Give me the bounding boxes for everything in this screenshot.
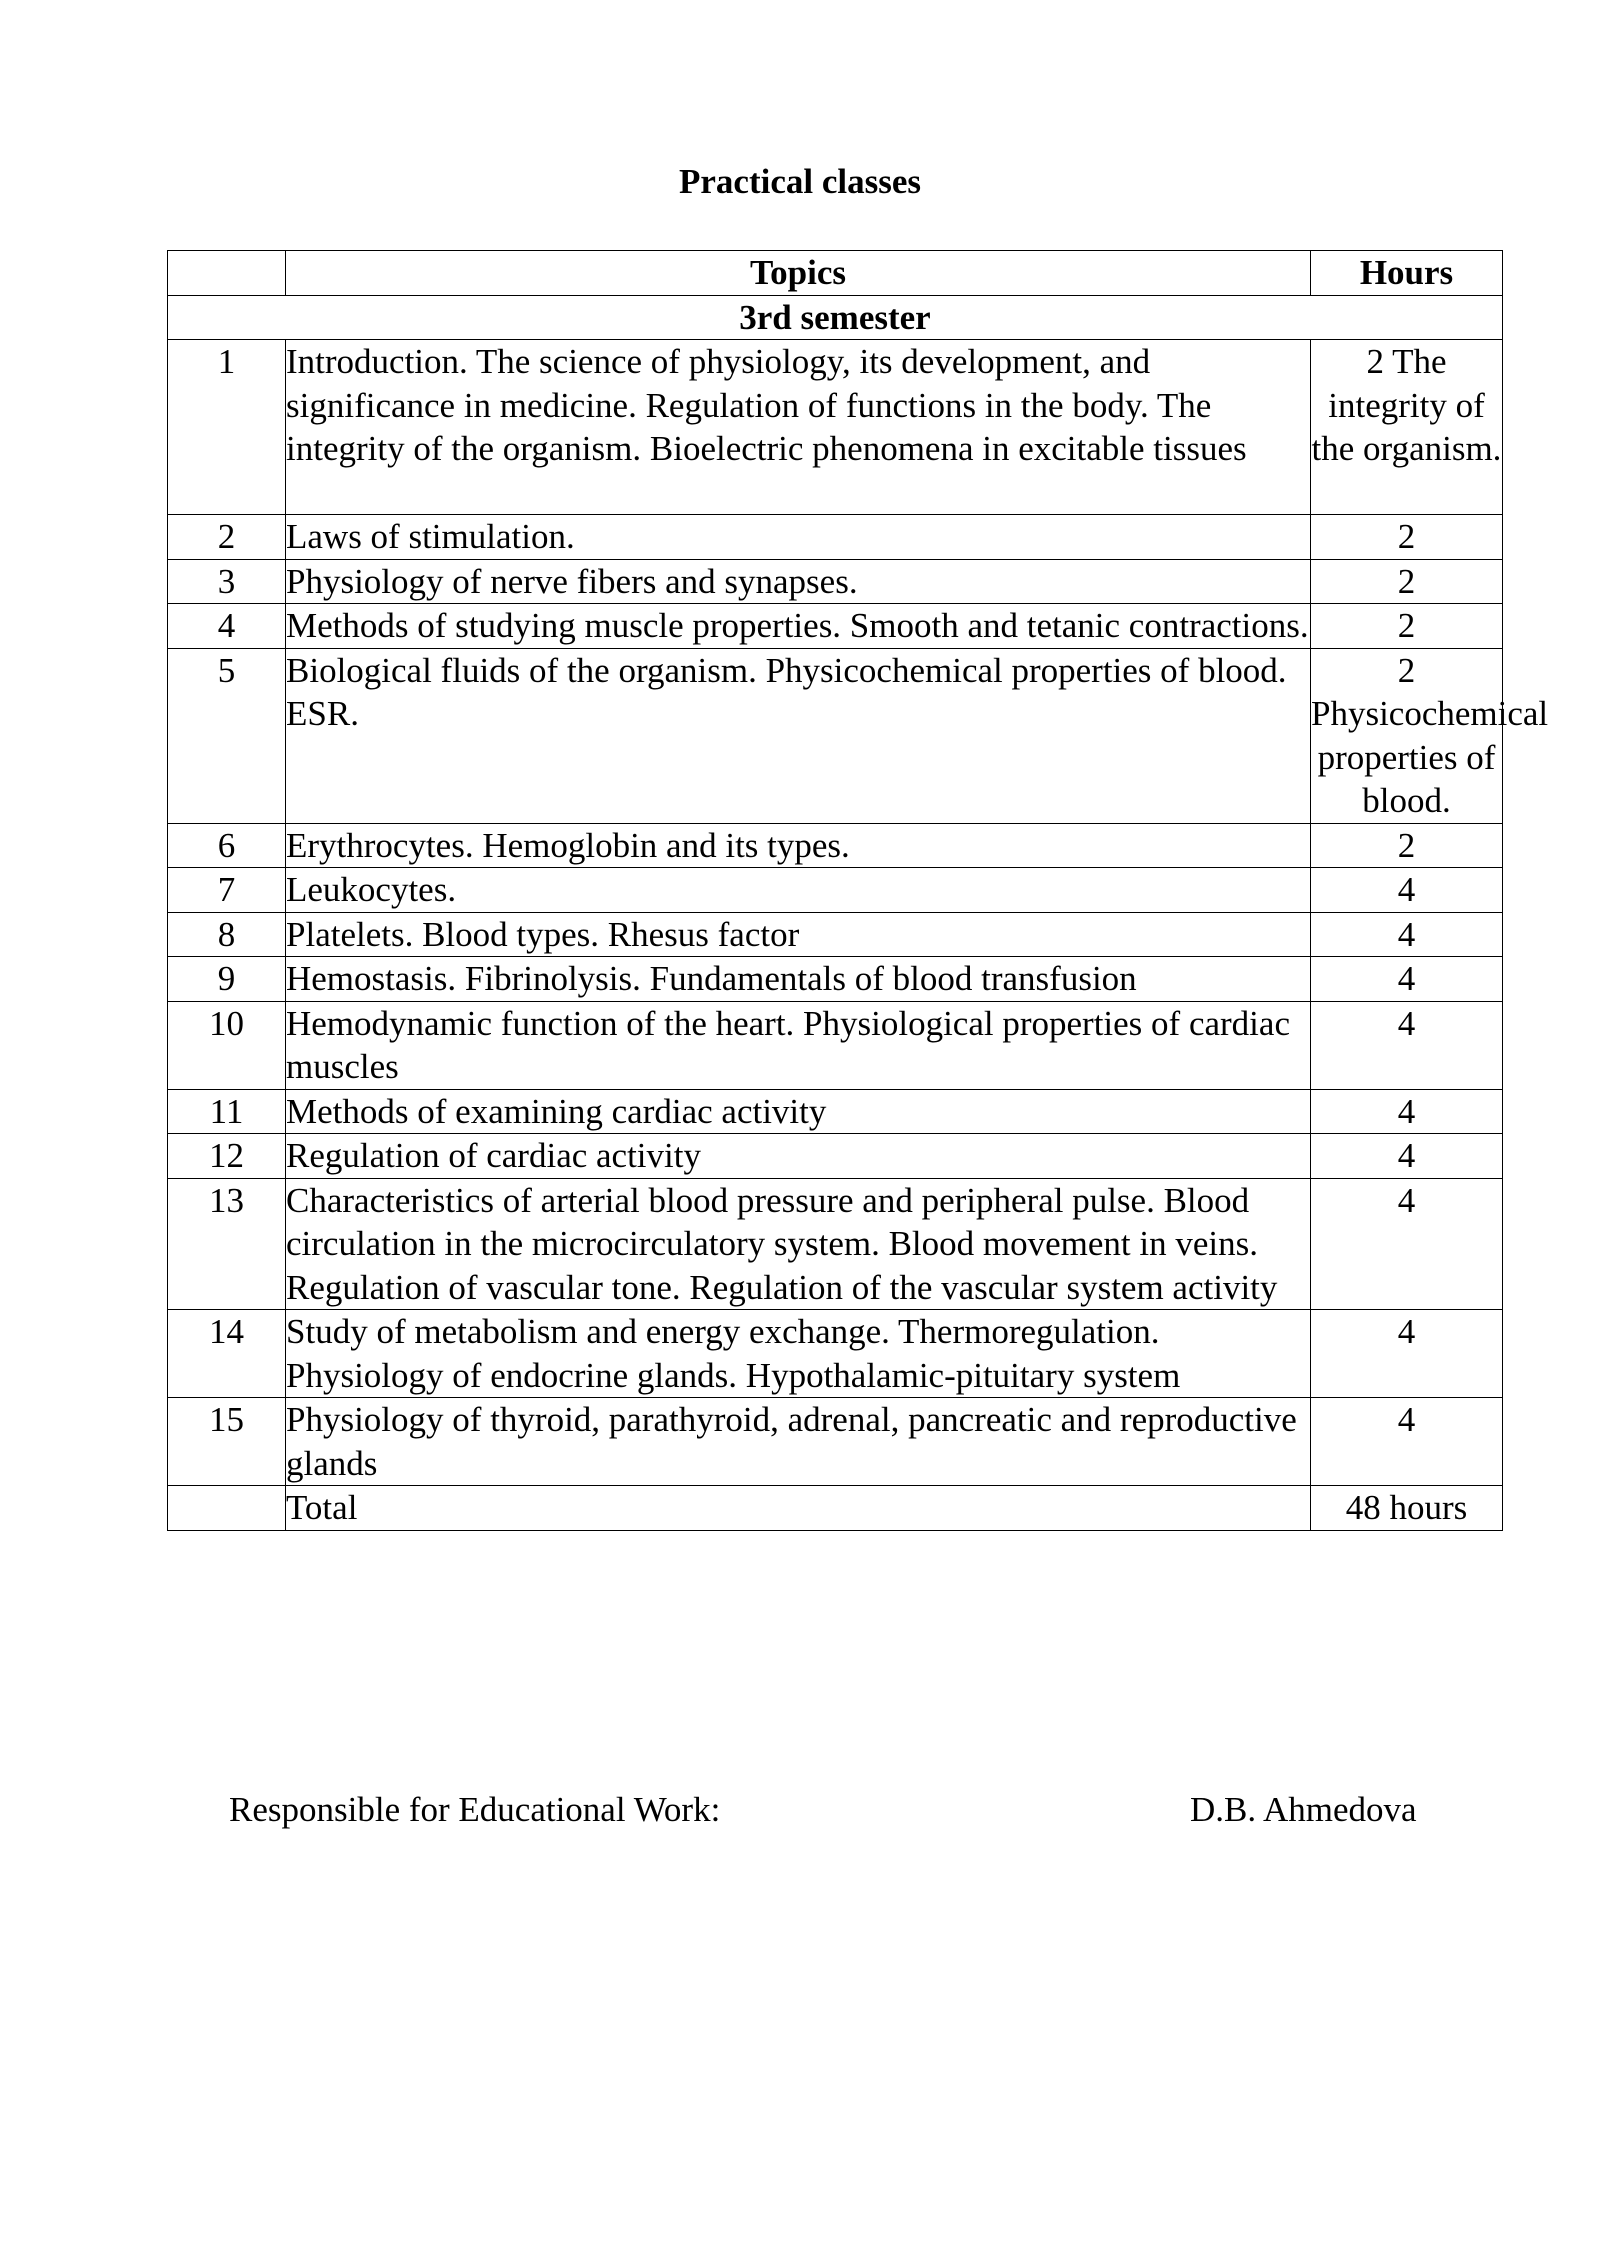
row-hours: 4 xyxy=(1311,1001,1503,1089)
row-topic: Methods of studying muscle properties. Smooth and tetanic contractions. xyxy=(286,604,1311,649)
table-row xyxy=(168,823,1503,868)
table-row xyxy=(168,648,1503,823)
row-hours: 4 xyxy=(1311,1089,1503,1134)
row-hours: 4 xyxy=(1311,868,1503,913)
row-hours: 4 xyxy=(1311,957,1503,1002)
row-number: 8 xyxy=(168,912,286,957)
row-topic: Characteristics of arterial blood pressure and peripheral pulse. Blood circulation in the microcirculatory system. Blood movement in veins. Regulation of vascular tone. Regulation of the vascular system activity xyxy=(286,1178,1311,1310)
row-topic: Physiology of nerve fibers and synapses. xyxy=(286,559,1311,604)
row-hours: 2 Physicochemical properties of blood. xyxy=(1311,648,1503,823)
row-number: 12 xyxy=(168,1134,286,1179)
semester-row xyxy=(168,295,1503,340)
row-number: 6 xyxy=(168,823,286,868)
signature-role: Responsible for Educational Work: xyxy=(229,1790,721,1829)
total-label: Total xyxy=(286,1486,1311,1531)
row-hours: 2 The integrity of the organism. xyxy=(1311,340,1503,515)
row-topic: Laws of stimulation. xyxy=(286,515,1311,560)
header-num xyxy=(168,251,286,296)
row-topic: Hemodynamic function of the heart. Physiological properties of cardiac muscles xyxy=(286,1001,1311,1089)
table-row xyxy=(168,1001,1503,1089)
table-row xyxy=(168,604,1503,649)
row-number: 15 xyxy=(168,1398,286,1486)
row-number: 13 xyxy=(168,1178,286,1310)
semester-label: 3rd semester xyxy=(168,295,1503,340)
row-hours: 4 xyxy=(1311,1398,1503,1486)
table-row xyxy=(168,1178,1503,1310)
table-header-row xyxy=(168,251,1503,296)
total-row xyxy=(168,1486,1503,1531)
row-number: 7 xyxy=(168,868,286,913)
row-topic: Regulation of cardiac activity xyxy=(286,1134,1311,1179)
table-row xyxy=(168,1089,1503,1134)
row-topic: Physiology of thyroid, parathyroid, adrenal, pancreatic and reproductive glands xyxy=(286,1398,1311,1486)
row-topic: Methods of examining cardiac activity xyxy=(286,1089,1311,1134)
header-topics: Topics xyxy=(286,251,1311,296)
topics-table xyxy=(167,250,1549,1531)
row-topic: Study of metabolism and energy exchange. Thermoregulation. Physiology of endocrine glands. Hypothalamic-pituitary system xyxy=(286,1310,1311,1398)
table-row xyxy=(168,559,1503,604)
row-number: 11 xyxy=(168,1089,286,1134)
row-hours: 4 xyxy=(1311,1310,1503,1398)
row-hours: 4 xyxy=(1311,912,1503,957)
table-row xyxy=(168,957,1503,1002)
row-topic: Biological fluids of the organism. Physicochemical properties of blood. ESR. xyxy=(286,648,1311,823)
row-hours: 2 xyxy=(1311,515,1503,560)
table-row xyxy=(168,1310,1503,1398)
table-row xyxy=(168,1134,1503,1179)
row-topic: Leukocytes. xyxy=(286,868,1311,913)
row-hours: 4 xyxy=(1311,1178,1503,1310)
table-row xyxy=(168,515,1503,560)
row-topic: Platelets. Blood types. Rhesus factor xyxy=(286,912,1311,957)
row-number: 9 xyxy=(168,957,286,1002)
table-row xyxy=(168,1398,1503,1486)
total-number xyxy=(168,1486,286,1531)
row-number: 14 xyxy=(168,1310,286,1398)
row-topic: Erythrocytes. Hemoglobin and its types. xyxy=(286,823,1311,868)
table-row xyxy=(168,868,1503,913)
row-hours: 2 xyxy=(1311,559,1503,604)
header-hours: Hours xyxy=(1311,251,1503,296)
row-number: 3 xyxy=(168,559,286,604)
row-topic: Hemostasis. Fibrinolysis. Fundamentals of blood transfusion xyxy=(286,957,1311,1002)
row-number: 4 xyxy=(168,604,286,649)
total-hours: 48 hours xyxy=(1311,1486,1503,1531)
row-number: 1 xyxy=(168,340,286,515)
table-row xyxy=(168,340,1503,515)
row-hours: 2 xyxy=(1311,823,1503,868)
table-row xyxy=(168,912,1503,957)
row-hours: 2 xyxy=(1311,604,1503,649)
row-hours: 4 xyxy=(1311,1134,1503,1179)
signature-name: D.B. Ahmedova xyxy=(1190,1790,1417,1829)
row-topic: Introduction. The science of physiology, its development, and significance in medicine. Regulation of functions in the body. The integrity of the organism. Bioelectric phenomena in excitable tissues xyxy=(286,340,1311,515)
document-title: Practical classes xyxy=(679,162,921,201)
row-number: 5 xyxy=(168,648,286,823)
row-number: 10 xyxy=(168,1001,286,1089)
row-number: 2 xyxy=(168,515,286,560)
